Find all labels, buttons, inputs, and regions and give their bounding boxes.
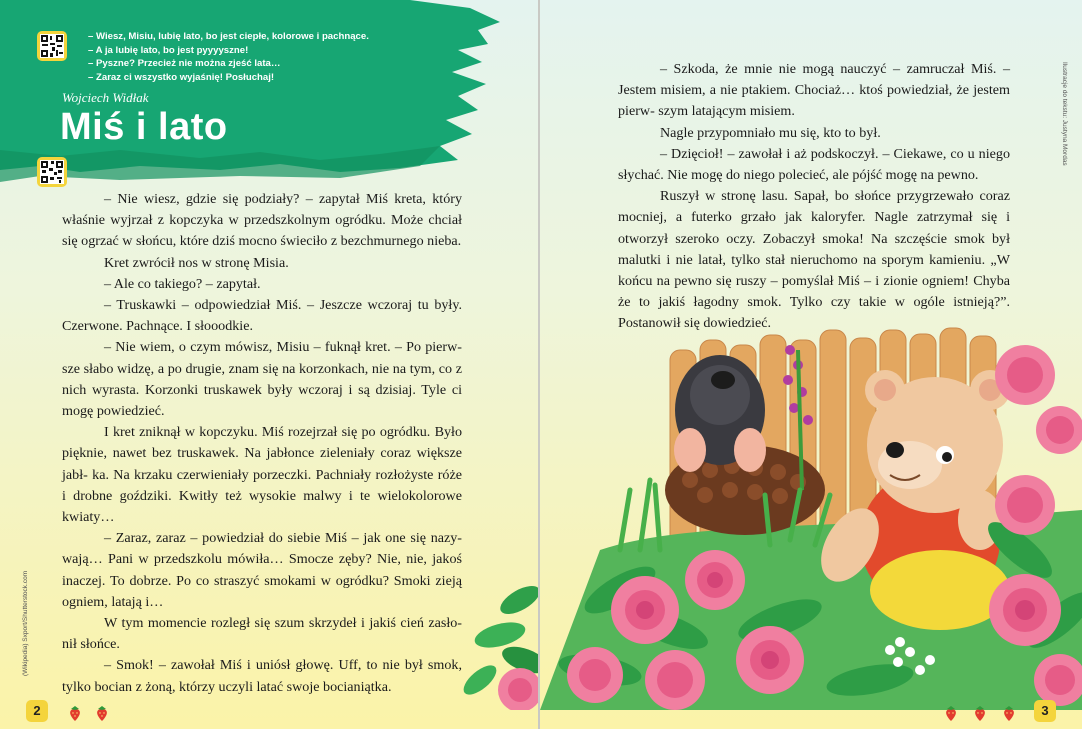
strawberry-icon [93, 704, 111, 722]
strawberry-icon [1000, 704, 1018, 722]
paragraph: Nagle przypomniało mu się, kto to był. [660, 124, 881, 141]
bear-and-mole-garden-illustration [540, 290, 1082, 710]
paragraph: – Szkoda, że mnie nie mogą nauczyć – zamruczał Miś. – Jestem misiem, a nie ptakiem. Chociaż… ktoś powiedział, że jestem pierw- szym latającym misiem. [618, 61, 1010, 120]
intro-dialogue [88, 30, 369, 84]
intro-line: – A ja lubię lato, bo jest pyyyyszne! [88, 44, 249, 56]
photo-credit: (Wikipedia) Sxport/Shutterstock.com [22, 570, 29, 676]
paragraph: – Nie wiem, o czym mówisz, Misiu – fuknął kret. – Po pierw- sze słabo widzę, a po drugie, znam się na korzonkach, nie na tym, co z nich wyrasta. Korzonki truskawek były wczoraj i są dzisiaj. Tyle ci mogę powiedzieć. [62, 339, 462, 420]
paragraph: W tym momencie rozległ się szum skrzydeł i jakiś cień zasło- nił słońce. [62, 615, 462, 653]
paragraph: I kret zniknął w kopczyku. Miś rozejrzał się po ogródku. Było pięknie, nawet bez truskawek. Na jabłonce zieleniały coraz większe jabł- ka. Na krzaku czerwieniały porzeczki. Pachniały rozłożyste róże i drobne goździki. Kwitły też wysokie malwy i te wielokolorowe kwiaty… [62, 424, 462, 526]
right-page [540, 0, 1082, 729]
intro-line: – Zaraz ci wszystko wyjaśnię! Posłuchaj! [88, 71, 275, 83]
illustration-credit: Ilustracje do tekstu: Justyna Mordas [1061, 62, 1068, 166]
strawberry-icon [942, 704, 960, 722]
leaves-decoration [440, 560, 538, 710]
author-name: Wojciech Widłak [62, 90, 149, 105]
strawberry-icon [66, 704, 84, 722]
story-text-left [62, 189, 462, 698]
left-page [0, 0, 538, 729]
page-number: 3 [1034, 700, 1056, 722]
paragraph: Ruszył w stronę lasu. Sapał, bo słońce przygrzewało coraz mocniej, a futerko grzało jak kaloryfer. Nagle zatrzymał się i otworzył szeroko oczy. Zobaczył smoka! Na szczęście smok był malutki i nie latał, tylko stał nieruchomo na sporym kamieniu. „W końcu na pewno się ruszy – pomyślał Miś – i zionie ogniem! Chyba że to jakiś łagodny smok. Tylko czy takie w ogóle istnieją?”. Postanowił się dowiedzieć. [618, 188, 1010, 332]
paragraph: – Zaraz, zaraz – powiedział do siebie Miś – jak one się nazy- wają… Pani w przedszkolu mówiła… Smocze zęby? Nie, nie, jakoś inaczej. To dobrze. Po co straszyć smokami w ogródku? Smoki zieją ogniem, latają i… [62, 530, 462, 610]
paragraph: Kret zwrócił nos w stronę Misia. [104, 254, 289, 271]
qr-code-icon[interactable] [37, 157, 67, 187]
story-title: Miś i lato [60, 106, 228, 148]
paragraph: – Ale co takiego? – zapytał. [104, 275, 261, 292]
paragraph: – Dzięcioł! – zawołał i aż podskoczył. – Ciekawe, co u niego słychać. Nie mogę do niego polecieć, ale pójść mogę na pewno. [618, 145, 1010, 184]
intro-line: – Pyszne? Przecież nie można zjeść lata… [88, 58, 281, 70]
paragraph: – Nie wiesz, gdzie się podziały? – zapytał Miś kreta, który właśnie wyjrzał z kopczyka w przedszkolnym ogródku. Może chciał się ogrzać w słońcu, które dziś mocno świeciło z bezchmurnego nieba. [62, 191, 462, 250]
paragraph: – Smok! – zawołał Miś i uniósł głowę. Uff, to nie był smok, tylko bocian z żoną, którzy uczyli latać swoje bocianiątka. [62, 657, 462, 695]
paragraph: – Truskawki – odpowiedział Miś. – Jeszcze wczoraj tu były. Czerwone. Pachnące. I słooodkie. [62, 297, 462, 335]
intro-line: – Wiesz, Misiu, lubię lato, bo jest ciepłe, kolorowe i pachnące. [88, 31, 369, 42]
strawberry-icon [971, 704, 989, 722]
qr-code-icon[interactable] [37, 31, 67, 61]
page-number: 2 [26, 700, 48, 722]
